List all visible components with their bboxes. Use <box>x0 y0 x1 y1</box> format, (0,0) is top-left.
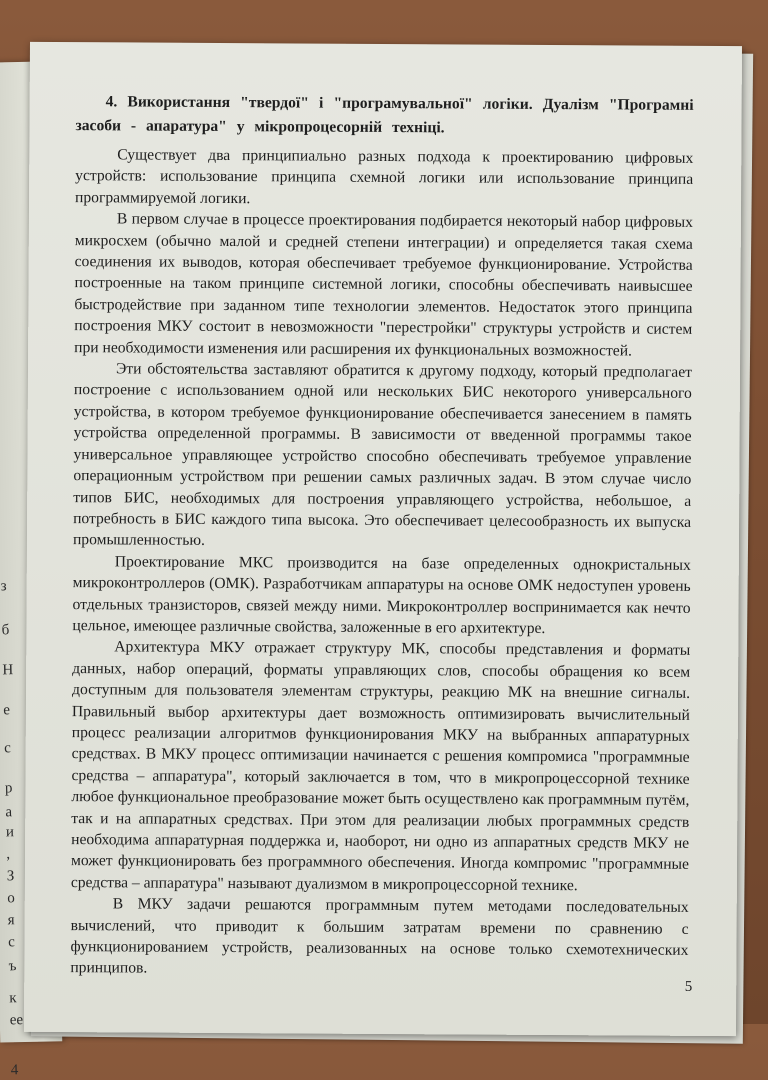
paragraph: Архитектура МКУ отражает структуру МК, способы представления и форматы данных, набор операций, форматы управляющих слов, способы обращения ко всем доступным для пользователя элементам структуры, реакцию МК на внешние сигналы. Правильный выбор архитектуры дает возможность оптимизировать вычислительный процесс реализации алгоритмов функционирования МКУ на выбранных аппаратурных средствах. В МКУ процесс оптимизации начинается с решения компромиса "программные средства – аппаратура", который заключается в том, что в микропроцессорной технике любое функциональное преобразование может быть осуществлено как программным путём, так и на аппаратных средствах. При этом для реализации любых программных средств необходима аппаратурная поддержка и, наоборот, ни одно из аппаратных средств МКУ не может функционировать без программного обеспечения. Иногда компромис "программные средства – аппаратура" называют дуализмом в микропроцессорной технике. <box>70 638 691 894</box>
adjacent-page-fragment: б <box>1 622 10 639</box>
section-heading: 4. Використання "твердої" і "програмувальної" логіки. Дуалізм "Програмні засоби - апаратура" у мікропроцесорній техніці. <box>75 93 694 137</box>
adjacent-page-fragment: Н <box>2 662 14 679</box>
adjacent-page-fragment: з <box>0 578 7 595</box>
paragraph: Существует два принципиально разных подхода к проектированию цифровых устройств: использование принципа схемной логики или использование принципа программируемой логики. <box>75 146 694 207</box>
adjacent-page-fragment: е <box>3 702 11 719</box>
adjacent-page-fragment: с <box>8 934 16 951</box>
adjacent-page-fragment: а <box>5 804 13 821</box>
adjacent-page-fragment: и <box>5 824 15 841</box>
paragraph: Эти обстоятельства заставляют обратится к другому подходу, который предполагает построение с использованием одной или нескольких БИС некоторого универсального устройства, в котором требуемое функционирование обеспечивается занесением в память устройства определенной программы. В зависимости от введенной программы такое универсальное управляющее устройство способно обеспечивать требуемое управление операционным устройством при решении самых различных задач. В этом случае число типов БИС, необходимых для построения управляющего устройства, небольшое, а потребность в БИС каждого типа высока. Это обеспечивает целесообразность их выпуска промышленностью. <box>72 360 693 550</box>
adjacent-page-fragment: ее <box>9 1012 24 1029</box>
adjacent-page-fragment: к <box>9 990 17 1007</box>
adjacent-page-fragment: с <box>3 740 11 757</box>
paragraph: В МКУ задачи решаются программным путем методами последовательных вычислений, что приводит к большим затратам времени по сравнению с функционированием устройств, реализованных на основе только схемотехнических принципов. <box>70 895 689 977</box>
page-number: 5 <box>684 978 693 995</box>
adjacent-page-fragment: я <box>7 912 15 929</box>
document-page <box>24 42 742 1036</box>
adjacent-page-fragment: ъ <box>8 958 17 975</box>
adjacent-page-fragment: , <box>6 846 11 863</box>
adjacent-page-fragment: р <box>4 780 13 797</box>
adjacent-page-fragment: 4 <box>10 1062 19 1079</box>
adjacent-page-fragment: З <box>6 868 15 885</box>
paragraph: Проектирование МКС производится на базе определенных однокристальных микроконтроллеров (ОМК). Разработчикам аппаратуры на основе ОМК недоступен уровень отдельных транзисторов, связей между ними. Микроконтроллер воспринимается как нечто цельное, имеющее различные свойства, заложенные в его архитектуре. <box>72 553 691 637</box>
paragraph: В первом случае в процессе проектирования подбирается некоторый набор цифровых микросхем (обычно малой и средней степени интеграции) и определяется такая схема соединения их выводов, которая обеспечивает требуемое функционирование. Устройства построенные на таком принципе системной логики, способны обеспечивать наивысшее быстродействие при заданном типе технологии элементов. Недостаток этого принципа построения МКУ состоит в невозможности "перестройки" структуры устройств и систем при необходимости изменения или расширения их функциональных возможностей. <box>74 210 693 360</box>
adjacent-page-fragment: о <box>7 890 15 907</box>
page-content <box>70 90 693 983</box>
